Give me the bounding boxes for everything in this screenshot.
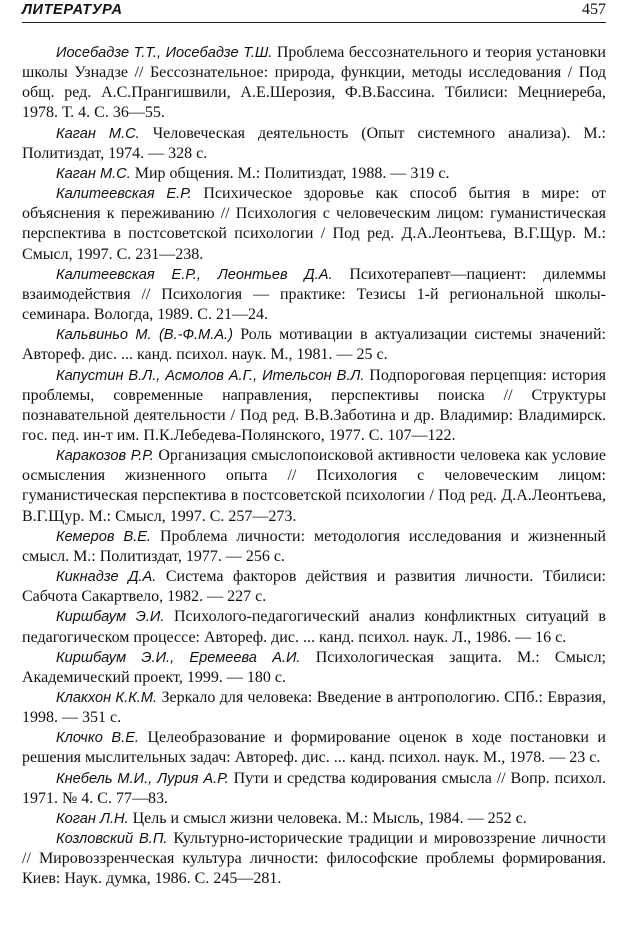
- reference-entry: [22, 769, 606, 809]
- page-number: 457: [582, 1, 606, 18]
- reference-text: Цель и смысл жизни человека. М.: Мысль, 1984. — 252 с.: [128, 809, 527, 827]
- reference-text: Психическое здоровье как способ бытия в мире: от объяснения к переживанию // Психология с человеческим лицом: гуманистическая перспектива в постсоветской психологии / Под ред. Д.А.Леонтьева, В.Г.Щур. М.: Смысл, 1997. С. 231—238.: [22, 185, 606, 263]
- reference-authors: Каган М.С.: [56, 125, 140, 142]
- reference-entry: [22, 43, 606, 124]
- reference-text: Зеркало для человека: Введение в антропологию. СПб.: Евразия, 1998. — 351 с.: [22, 689, 606, 727]
- reference-text: Психолого-педагогический анализ конфликтных ситуаций в педагогическом процессе: Автореф. дис. ... канд. психол. наук. Л., 1986. — 16 с.: [22, 608, 606, 646]
- reference-text: Культурно-исторические традиции и мировоззрение личности // Мировоззренческая культура личности: философские проблемы формирования. Киев: Наук. думка, 1986. С. 245—281.: [22, 830, 606, 888]
- reference-authors: Клочко В.Е.: [56, 730, 139, 747]
- reference-text: Человеческая деятельность (Опыт системного анализа). М.: Политиздат, 1974. — 328 с.: [22, 124, 607, 162]
- reference-entry: [22, 325, 606, 365]
- reference-entry: [22, 829, 606, 889]
- reference-authors: Коган Л.Н.: [56, 810, 129, 827]
- reference-entry: [22, 184, 606, 265]
- reference-text: Система факторов действия и развития личности. Тбилиси: Сабчота Сакартвело, 1982. — 227 с.: [22, 568, 606, 606]
- reference-authors: Кальвиньо М. (В.-Ф.М.А.): [56, 327, 233, 344]
- reference-authors: Кемеров В.Е.: [56, 528, 152, 545]
- reference-text: Роль мотивации в актуализации системы значений: Автореф. дис. ... канд. психол. наук. М., 1981. — 25 с.: [22, 326, 607, 364]
- reference-entry: [22, 527, 606, 567]
- section-title: ЛИТЕРАТУРА: [22, 2, 123, 18]
- reference-entry: [22, 164, 606, 184]
- reference-authors: Иосебадзе Т.Т., Иосебадзе Т.Ш.: [56, 45, 273, 61]
- reference-text: Организация смыслопоисковой активности человека как условие осмысления жизненного опыта // Психология с человеческим лицом: гуманистическая перспектива в постсоветской психологии / Под ред. Д.А.Леонтьева, В.Г.Щур. М.: Смысл, 1997. С. 257—273.: [22, 447, 606, 525]
- reference-entry: [22, 607, 606, 647]
- reference-authors: Кикнадзе Д.А.: [56, 569, 157, 586]
- reference-entry: [22, 124, 606, 164]
- reference-authors: Капустин В.Л., Асмолов А.Г., Ительсон В.Л.: [56, 367, 365, 384]
- reference-authors: Клакхон К.К.М.: [56, 690, 158, 706]
- reference-text: Целеобразование и формирование оценок в ходе постановки и решения мыслительных задач: Автореф. дис. ... канд. психол. наук. М., 1978. — 23 с.: [22, 729, 606, 767]
- reference-authors: Киршбаум Э.И., Еремеева А.И.: [56, 649, 301, 666]
- reference-list: [22, 43, 606, 890]
- reference-entry: [22, 648, 606, 688]
- reference-authors: Каган М.С.: [56, 165, 131, 182]
- reference-text: Подпороговая перцепция: история проблемы, современные направления, перспективы поиска // Структуры познавательной деятельности / Под ред. В.В.Заботина и др. Владимир: Владимирск. гос. пед. ин-т им. П.К.Лебедева-Полянского, 1977. С. 107—122.: [22, 366, 606, 444]
- reference-entry: [22, 728, 606, 768]
- reference-entry: [22, 809, 606, 829]
- reference-authors: Кнебель М.И., Лурия А.Р.: [56, 770, 229, 787]
- reference-text: Психотерапевт—пациент: дилеммы взаимодействия // Психология — практике: Тезисы 1-й региональной школы-семинара. Вологда, 1989. С. 21—24.: [22, 265, 606, 324]
- reference-text: Пути и средства кодирования смысла // Вопр. психол. 1971. № 4. С. 77—83.: [22, 769, 606, 807]
- reference-text: Проблема бессознательного и теория установки школы Узнадзе // Бессознательное: природа, функции, методы исследования / Под общ. ред. А.С.Прангишвили, А.Е.Шерозия, Ф.В.Бассина. Тбилиси: Мецниереба, 1978. Т. 4. С. 36—55.: [22, 44, 606, 122]
- reference-text: Психологическая защита. М.: Смысл; Академический проект, 1999. — 180 с.: [22, 648, 606, 686]
- reference-entry: [22, 688, 606, 728]
- reference-text: Проблема личности: методология исследования и жизненный смысл. М.: Политиздат, 1977. — 256 с.: [22, 527, 606, 565]
- running-header: [22, 0, 606, 23]
- reference-authors: Каракозов Р.Р.: [56, 448, 154, 465]
- reference-entry: [22, 265, 606, 325]
- reference-entry: [22, 366, 606, 447]
- reference-entry: [22, 567, 606, 607]
- reference-authors: Калитеевская Е.Р., Леонтьев Д.А.: [56, 266, 333, 283]
- reference-authors: Калитеевская Е.Р.: [56, 186, 192, 203]
- reference-text: Мир общения. М.: Политиздат, 1988. — 319 с.: [130, 164, 450, 182]
- reference-authors: Киршбаум Э.И.: [56, 609, 165, 626]
- reference-authors: Козловский В.П.: [56, 831, 168, 848]
- reference-entry: [22, 446, 606, 527]
